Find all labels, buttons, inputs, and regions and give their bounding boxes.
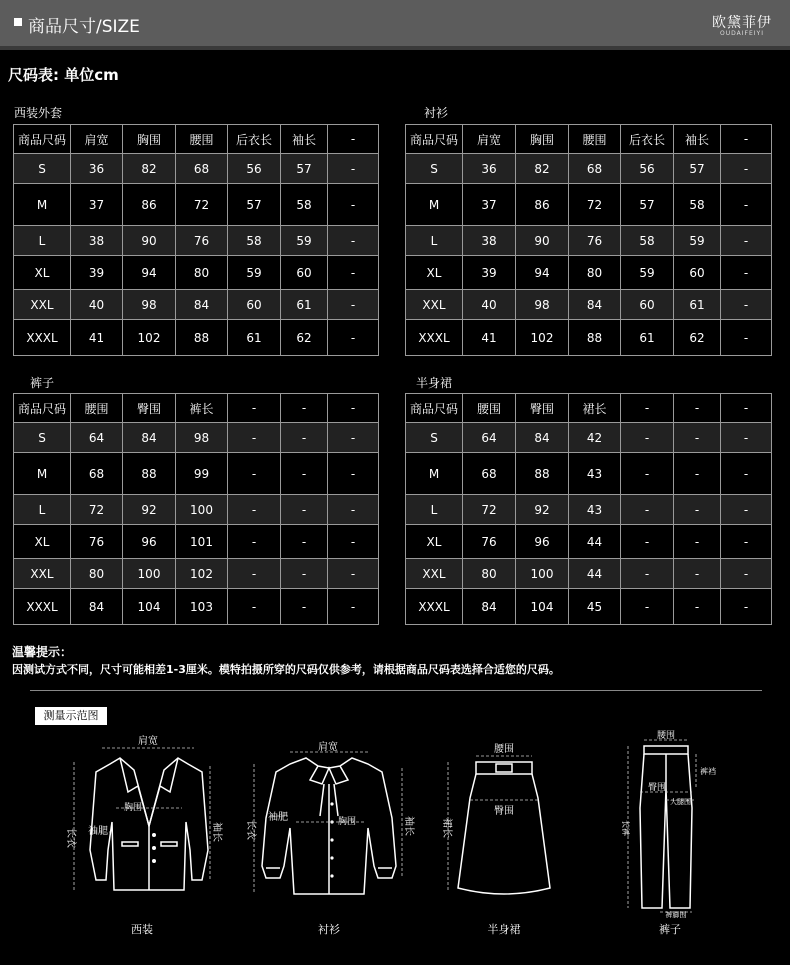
table-header-cell: 臀围 <box>123 394 176 423</box>
table-cell: - <box>721 453 772 495</box>
table-cell: - <box>674 453 721 495</box>
suit-diagram-caption: 西装 <box>131 923 153 936</box>
table-cell: XL <box>406 256 463 290</box>
table-cell: 58 <box>621 226 674 256</box>
pants-hip-label: 臀围 <box>648 783 667 793</box>
table-cell: - <box>228 423 281 453</box>
table-cell: - <box>621 525 674 559</box>
table-cell: 100 <box>123 559 176 589</box>
table-row <box>14 290 379 320</box>
table-header-cell: 商品尺码 <box>14 394 71 423</box>
table-header-cell: 商品尺码 <box>406 125 463 154</box>
table-cell: 88 <box>569 320 621 356</box>
table-cell: 59 <box>228 256 281 290</box>
table-cell: - <box>721 226 772 256</box>
table-cell: 68 <box>569 154 621 184</box>
table-cell: S <box>406 154 463 184</box>
table-cell: 100 <box>516 559 569 589</box>
table-cell: 39 <box>463 256 516 290</box>
table-cell: 37 <box>71 184 123 226</box>
table-cell: - <box>721 290 772 320</box>
table-cell: 68 <box>176 154 228 184</box>
table-cell: 38 <box>71 226 123 256</box>
table-cell: 80 <box>463 559 516 589</box>
table-cell: 90 <box>516 226 569 256</box>
table-cell: 58 <box>228 226 281 256</box>
table-cell: - <box>328 423 379 453</box>
table-cell: 104 <box>123 589 176 625</box>
table-cell: - <box>721 559 772 589</box>
brand-subtitle: OUDAIFEIYI <box>720 30 764 37</box>
suit-table-title: 西装外套 <box>14 106 63 120</box>
table-cell: M <box>406 184 463 226</box>
table-cell: 76 <box>569 226 621 256</box>
table-cell: - <box>281 423 328 453</box>
table-row <box>406 184 772 226</box>
table-cell: M <box>14 184 71 226</box>
table-cell: - <box>721 589 772 625</box>
shirt-size-table <box>405 124 772 356</box>
suit-shoulder-label: 肩宽 <box>138 736 158 747</box>
table-cell: 43 <box>569 453 621 495</box>
tips-title: 温馨提示： <box>12 645 73 659</box>
table-cell: 98 <box>176 423 228 453</box>
table-header-cell: 腰围 <box>71 394 123 423</box>
table-cell: M <box>406 453 463 495</box>
table-cell: 102 <box>176 559 228 589</box>
table-cell: - <box>721 154 772 184</box>
table-cell: 58 <box>281 184 328 226</box>
table-cell: 94 <box>516 256 569 290</box>
table-cell: 61 <box>674 290 721 320</box>
table-cell: 92 <box>516 495 569 525</box>
table-row <box>14 453 379 495</box>
table-header-cell: - <box>721 125 772 154</box>
table-cell: - <box>721 423 772 453</box>
table-header-cell: - <box>674 394 721 423</box>
pants-waist-label: 腰围 <box>656 731 676 741</box>
table-cell: 68 <box>71 453 123 495</box>
table-cell: 36 <box>463 154 516 184</box>
page-header <box>0 0 790 46</box>
table-cell: 76 <box>71 525 123 559</box>
table-header-cell: 商品尺码 <box>14 125 71 154</box>
table-cell: 37 <box>463 184 516 226</box>
table-header-cell: - <box>621 394 674 423</box>
table-cell: - <box>721 525 772 559</box>
table-cell: - <box>621 589 674 625</box>
table-cell: 96 <box>516 525 569 559</box>
table-cell: - <box>674 495 721 525</box>
table-cell: 43 <box>569 495 621 525</box>
header-divider <box>0 46 790 50</box>
skirt-table-title: 半身裙 <box>416 376 453 390</box>
table-cell: 99 <box>176 453 228 495</box>
table-cell: 60 <box>228 290 281 320</box>
table-cell: - <box>328 184 379 226</box>
table-cell: L <box>406 226 463 256</box>
table-cell: 61 <box>228 320 281 356</box>
table-cell: S <box>14 154 71 184</box>
table-cell: XXXL <box>406 589 463 625</box>
table-row <box>14 589 379 625</box>
unit-label: 尺码表: 单位cm <box>8 66 119 84</box>
table-cell: 84 <box>516 423 569 453</box>
suit-chest-label: 胸围 <box>124 803 143 813</box>
table-cell: 59 <box>281 226 328 256</box>
shirt-measure-diagram <box>240 738 420 908</box>
table-cell: - <box>281 495 328 525</box>
suit-sleeve-label: 袖长 <box>211 822 222 842</box>
table-row <box>406 525 772 559</box>
table-cell: XXXL <box>406 320 463 356</box>
table-cell: 80 <box>71 559 123 589</box>
table-row <box>14 559 379 589</box>
table-cell: 82 <box>123 154 176 184</box>
table-cell: - <box>328 559 379 589</box>
measure-title: 测量示范图 <box>35 707 107 725</box>
suit-measure-diagram <box>62 730 232 900</box>
table-header-cell: 袖长 <box>281 125 328 154</box>
table-cell: 84 <box>463 589 516 625</box>
shirt-table-title: 衬衫 <box>424 106 449 120</box>
table-cell: XL <box>14 525 71 559</box>
table-cell: - <box>674 589 721 625</box>
table-cell: 57 <box>621 184 674 226</box>
table-cell: 82 <box>516 154 569 184</box>
shirt-sleeve-label: 袖长 <box>403 816 414 836</box>
table-cell: 96 <box>123 525 176 559</box>
table-cell: 84 <box>176 290 228 320</box>
table-cell: 58 <box>674 184 721 226</box>
table-cell: - <box>328 226 379 256</box>
table-header-row <box>406 125 772 154</box>
table-cell: 104 <box>516 589 569 625</box>
table-cell: XXL <box>406 290 463 320</box>
table-cell: 59 <box>674 226 721 256</box>
tips-text: 因测试方式不同，尺寸可能相差1-3厘米。模特拍摄所穿的尺码仅供参考，请根据商品尺码表选择合适您的尺码。 <box>12 663 560 676</box>
table-cell: 60 <box>281 256 328 290</box>
skirt-hip-label: 臀围 <box>494 806 514 817</box>
table-cell: 94 <box>123 256 176 290</box>
table-header-cell: 肩宽 <box>463 125 516 154</box>
table-row <box>406 154 772 184</box>
section-divider <box>30 690 762 691</box>
table-cell: 80 <box>176 256 228 290</box>
table-header-cell: 肩宽 <box>71 125 123 154</box>
table-header-cell: 商品尺码 <box>406 394 463 423</box>
brand-logo <box>712 12 772 37</box>
table-header-row <box>14 394 379 423</box>
table-header-cell: - <box>721 394 772 423</box>
table-cell: 72 <box>71 495 123 525</box>
shirt-diagram-caption: 衬衫 <box>318 923 340 936</box>
table-cell: 40 <box>71 290 123 320</box>
table-cell: S <box>14 423 71 453</box>
table-row <box>406 226 772 256</box>
table-cell: XXL <box>14 290 71 320</box>
table-cell: - <box>281 453 328 495</box>
table-cell: 61 <box>281 290 328 320</box>
table-cell: 88 <box>176 320 228 356</box>
table-cell: XXXL <box>14 320 71 356</box>
table-cell: 39 <box>71 256 123 290</box>
table-cell: M <box>14 453 71 495</box>
table-cell: - <box>328 154 379 184</box>
table-cell: 98 <box>123 290 176 320</box>
table-cell: S <box>406 423 463 453</box>
table-header-cell: 裙长 <box>569 394 621 423</box>
table-cell: - <box>621 495 674 525</box>
table-cell: 57 <box>674 154 721 184</box>
table-cell: - <box>721 495 772 525</box>
table-cell: 61 <box>621 320 674 356</box>
table-row <box>406 559 772 589</box>
brand-name: 欧黛菲伊 <box>712 15 772 31</box>
table-cell: 62 <box>281 320 328 356</box>
table-header-cell: 胸围 <box>123 125 176 154</box>
table-cell: 40 <box>463 290 516 320</box>
table-row <box>14 423 379 453</box>
table-cell: - <box>228 453 281 495</box>
table-row <box>14 256 379 290</box>
table-header-row <box>14 125 379 154</box>
table-row <box>14 154 379 184</box>
table-cell: 41 <box>463 320 516 356</box>
table-cell: 38 <box>463 226 516 256</box>
table-row <box>14 495 379 525</box>
table-cell: 44 <box>569 525 621 559</box>
header-square-icon <box>14 18 22 26</box>
table-cell: 56 <box>621 154 674 184</box>
shirt-chest-label: 胸围 <box>338 817 357 827</box>
table-cell: - <box>674 559 721 589</box>
table-row <box>406 589 772 625</box>
table-cell: 42 <box>569 423 621 453</box>
suit-length-label: 长衣 <box>65 828 76 848</box>
table-cell: 72 <box>176 184 228 226</box>
table-cell: 60 <box>621 290 674 320</box>
table-row <box>406 290 772 320</box>
table-cell: - <box>328 495 379 525</box>
table-cell: 102 <box>516 320 569 356</box>
table-cell: 57 <box>281 154 328 184</box>
table-cell: - <box>674 525 721 559</box>
table-cell: 102 <box>123 320 176 356</box>
table-cell: 80 <box>569 256 621 290</box>
table-header-row <box>406 394 772 423</box>
table-cell: 88 <box>123 453 176 495</box>
table-cell: - <box>228 495 281 525</box>
table-cell: - <box>228 525 281 559</box>
table-cell: 84 <box>71 589 123 625</box>
table-cell: - <box>328 256 379 290</box>
header-title: 商品尺寸/SIZE <box>28 17 140 37</box>
table-header-cell: 后衣长 <box>621 125 674 154</box>
table-cell: L <box>14 226 71 256</box>
table-cell: - <box>328 589 379 625</box>
table-cell: 60 <box>674 256 721 290</box>
pants-diagram-caption: 裤子 <box>659 923 681 936</box>
table-cell: - <box>621 559 674 589</box>
suit-sleeve-width-label: 袖肥 <box>88 826 108 837</box>
table-cell: - <box>281 559 328 589</box>
table-row <box>14 525 379 559</box>
table-cell: 90 <box>123 226 176 256</box>
table-cell: 92 <box>123 495 176 525</box>
table-cell: 101 <box>176 525 228 559</box>
table-row <box>406 423 772 453</box>
table-cell: 98 <box>516 290 569 320</box>
table-cell: 84 <box>123 423 176 453</box>
table-header-cell: 胸围 <box>516 125 569 154</box>
table-cell: - <box>721 184 772 226</box>
table-cell: 41 <box>71 320 123 356</box>
table-cell: 103 <box>176 589 228 625</box>
pants-crotch-label: 裤裆 <box>700 767 716 776</box>
table-cell: - <box>621 423 674 453</box>
table-cell: XL <box>406 525 463 559</box>
table-header-cell: 裤长 <box>176 394 228 423</box>
table-header-cell: - <box>281 394 328 423</box>
skirt-size-table <box>405 393 772 625</box>
skirt-waist-label: 腰围 <box>494 744 514 755</box>
table-row <box>406 256 772 290</box>
shirt-sleeve-width-label: 袖肥 <box>268 812 288 823</box>
table-row <box>406 453 772 495</box>
table-cell: XXL <box>406 559 463 589</box>
table-cell: 72 <box>569 184 621 226</box>
table-cell: - <box>281 525 328 559</box>
table-cell: XXL <box>14 559 71 589</box>
table-header-cell: - <box>328 125 379 154</box>
table-cell: - <box>328 525 379 559</box>
table-cell: 36 <box>71 154 123 184</box>
table-cell: 72 <box>463 495 516 525</box>
pants-hem-label: 裤脚围 <box>665 911 687 918</box>
table-cell: 45 <box>569 589 621 625</box>
table-row <box>406 320 772 356</box>
table-cell: 84 <box>569 290 621 320</box>
table-cell: 64 <box>71 423 123 453</box>
skirt-diagram-caption: 半身裙 <box>487 923 521 936</box>
table-row <box>14 320 379 356</box>
table-header-cell: - <box>328 394 379 423</box>
table-cell: 57 <box>228 184 281 226</box>
table-cell: - <box>281 589 328 625</box>
table-cell: - <box>621 453 674 495</box>
table-cell: 44 <box>569 559 621 589</box>
table-cell: XL <box>14 256 71 290</box>
pants-thigh-label: 大腿围 <box>670 798 691 806</box>
table-cell: - <box>328 320 379 356</box>
table-cell: L <box>406 495 463 525</box>
suit-size-table <box>13 124 379 356</box>
table-cell: - <box>674 423 721 453</box>
pants-size-table <box>13 393 379 625</box>
table-cell: 62 <box>674 320 721 356</box>
table-cell: - <box>328 290 379 320</box>
table-header-cell: 腰围 <box>569 125 621 154</box>
shirt-shoulder-label: 肩宽 <box>318 742 338 753</box>
table-row <box>14 184 379 226</box>
table-cell: 56 <box>228 154 281 184</box>
table-cell: - <box>228 559 281 589</box>
pants-measure-diagram <box>614 728 734 918</box>
table-cell: - <box>228 589 281 625</box>
pants-table-title: 裤子 <box>30 376 55 390</box>
table-row <box>14 226 379 256</box>
table-cell: 68 <box>463 453 516 495</box>
table-cell: - <box>721 256 772 290</box>
table-cell: 86 <box>123 184 176 226</box>
table-header-cell: 臀围 <box>516 394 569 423</box>
table-cell: 86 <box>516 184 569 226</box>
table-cell: XXXL <box>14 589 71 625</box>
table-header-cell: 腰围 <box>176 125 228 154</box>
table-cell: 100 <box>176 495 228 525</box>
shirt-length-label: 长衣 <box>245 820 256 840</box>
table-header-cell: - <box>228 394 281 423</box>
table-cell: 88 <box>516 453 569 495</box>
table-cell: - <box>328 453 379 495</box>
table-row <box>406 495 772 525</box>
skirt-measure-diagram <box>440 738 565 903</box>
pants-length-label: 长裤 <box>621 820 630 836</box>
table-cell: 76 <box>463 525 516 559</box>
table-cell: 64 <box>463 423 516 453</box>
table-header-cell: 袖长 <box>674 125 721 154</box>
table-cell: 59 <box>621 256 674 290</box>
table-header-cell: 腰围 <box>463 394 516 423</box>
skirt-length-label: 裙长 <box>441 818 452 838</box>
table-cell: 76 <box>176 226 228 256</box>
table-cell: L <box>14 495 71 525</box>
table-header-cell: 后衣长 <box>228 125 281 154</box>
table-cell: - <box>721 320 772 356</box>
